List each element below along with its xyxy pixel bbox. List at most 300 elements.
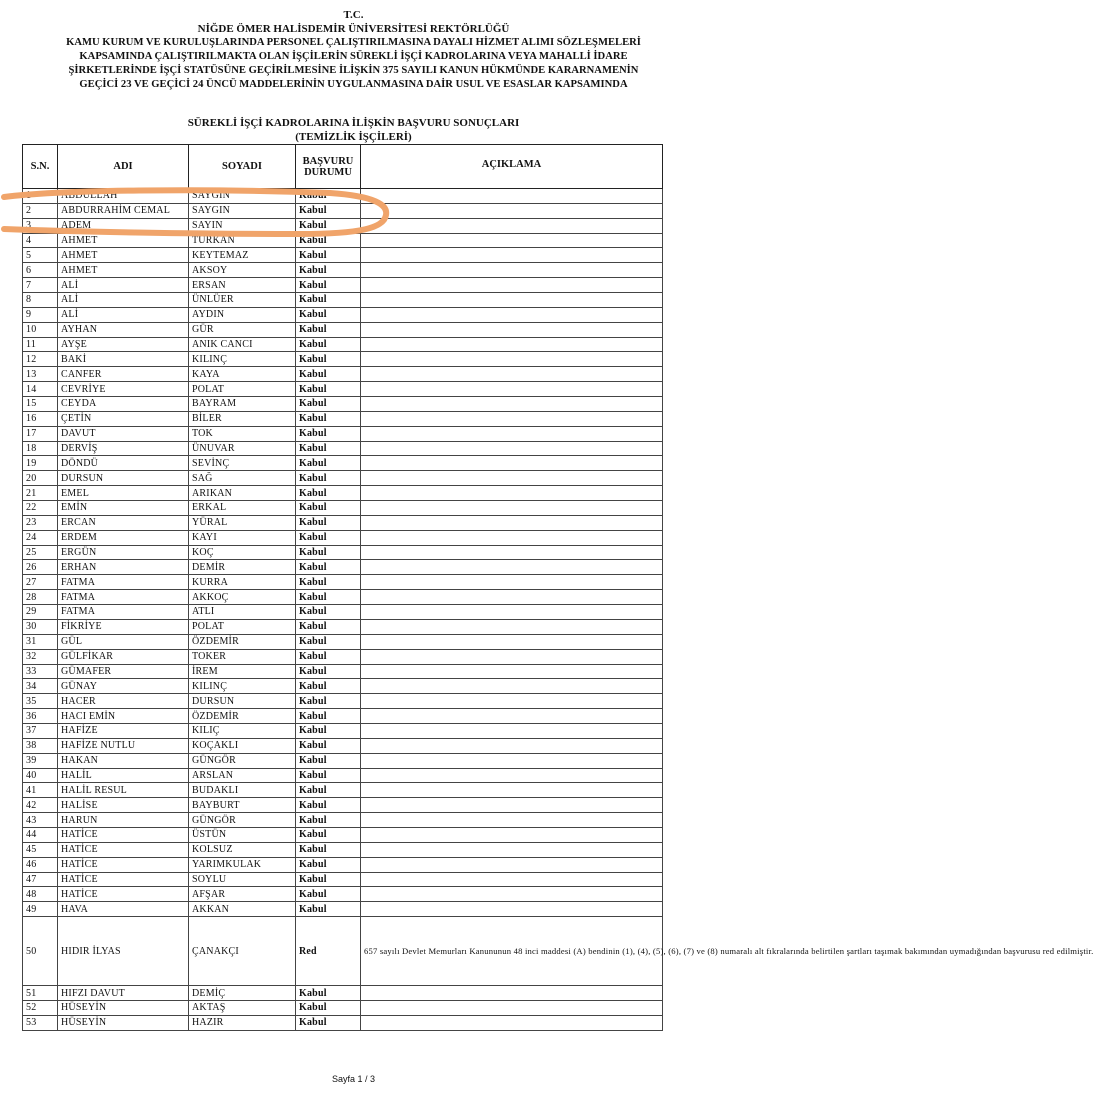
cell-sn: 34 (23, 679, 58, 694)
cell-durum: Kabul (296, 887, 361, 902)
cell-adi: CANFER (58, 367, 189, 382)
cell-adi: FATMA (58, 605, 189, 620)
table-row (23, 798, 663, 813)
cell-adi: ERHAN (58, 560, 189, 575)
cell-aciklama (361, 441, 663, 456)
cell-sn: 14 (23, 382, 58, 397)
cell-soyadi: ÜNLÜER (189, 293, 296, 308)
table-row (23, 634, 663, 649)
cell-sn: 44 (23, 827, 58, 842)
cell-aciklama (361, 307, 663, 322)
cell-aciklama (361, 515, 663, 530)
cell-sn: 33 (23, 664, 58, 679)
cell-durum: Kabul (296, 307, 361, 322)
cell-sn: 6 (23, 263, 58, 278)
table-row (23, 1000, 663, 1015)
cell-durum: Kabul (296, 382, 361, 397)
cell-durum: Kabul (296, 560, 361, 575)
cell-adi: FİKRİYE (58, 619, 189, 634)
cell-adi: HATİCE (58, 857, 189, 872)
cell-durum: Kabul (296, 248, 361, 263)
cell-adi: GÜLFİKAR (58, 649, 189, 664)
cell-durum: Red (296, 917, 361, 986)
cell-soyadi: GÜNGÖR (189, 753, 296, 768)
table-row (23, 248, 663, 263)
table-header-row (23, 145, 663, 189)
cell-aciklama (361, 411, 663, 426)
cell-aciklama (361, 783, 663, 798)
cell-adi: ALİ (58, 278, 189, 293)
cell-aciklama (361, 189, 663, 204)
cell-soyadi: SOYLU (189, 872, 296, 887)
cell-soyadi: ERKAL (189, 501, 296, 516)
cell-durum: Kabul (296, 337, 361, 352)
table-row (23, 233, 663, 248)
cell-durum: Kabul (296, 902, 361, 917)
cell-soyadi: ÜNUVAR (189, 441, 296, 456)
table-row (23, 456, 663, 471)
cell-sn: 39 (23, 753, 58, 768)
table-row (23, 293, 663, 308)
cell-sn: 31 (23, 634, 58, 649)
cell-soyadi: BİLER (189, 411, 296, 426)
cell-adi: ÇETİN (58, 411, 189, 426)
table-row (23, 203, 663, 218)
cell-aciklama (361, 723, 663, 738)
cell-adi: ALİ (58, 307, 189, 322)
cell-aciklama (361, 322, 663, 337)
cell-adi: BAKİ (58, 352, 189, 367)
cell-aciklama (361, 842, 663, 857)
cell-adi: HALİSE (58, 798, 189, 813)
cell-adi: ALİ (58, 293, 189, 308)
header-line-4: GEÇİCİ 23 VE GEÇİCİ 24 ÜNCÜ MADDELERİNİN UYGULANMASINA DAİR USUL VE ESASLAR KAPSAMINDA (79, 79, 628, 90)
cell-adi: GÜL (58, 634, 189, 649)
cell-sn: 51 (23, 986, 58, 1001)
cell-adi: HACI EMİN (58, 709, 189, 724)
cell-sn: 29 (23, 605, 58, 620)
cell-adi: CEVRİYE (58, 382, 189, 397)
table-row (23, 694, 663, 709)
cell-soyadi: ERSAN (189, 278, 296, 293)
table-row (23, 307, 663, 322)
cell-sn: 18 (23, 441, 58, 456)
cell-sn: 50 (23, 917, 58, 986)
cell-soyadi: KEYTEMAZ (189, 248, 296, 263)
cell-soyadi: AKKOÇ (189, 590, 296, 605)
table-row (23, 619, 663, 634)
header-adi: ADI (58, 145, 189, 189)
header-soyadi: SOYADI (189, 145, 296, 189)
header-aciklama: AÇIKLAMA (361, 145, 663, 189)
cell-adi: EMEL (58, 486, 189, 501)
cell-sn: 30 (23, 619, 58, 634)
table-row (23, 411, 663, 426)
cell-durum: Kabul (296, 649, 361, 664)
cell-durum: Kabul (296, 486, 361, 501)
cell-aciklama (361, 619, 663, 634)
table-row (23, 337, 663, 352)
cell-soyadi: HAZIR (189, 1015, 296, 1030)
table-row (23, 872, 663, 887)
table-row (23, 263, 663, 278)
cell-aciklama (361, 902, 663, 917)
cell-aciklama (361, 986, 663, 1001)
cell-soyadi: AKSOY (189, 263, 296, 278)
cell-aciklama (361, 857, 663, 872)
cell-adi: HATİCE (58, 872, 189, 887)
cell-soyadi: KURRA (189, 575, 296, 590)
cell-durum: Kabul (296, 986, 361, 1001)
cell-durum: Kabul (296, 233, 361, 248)
cell-durum: Kabul (296, 679, 361, 694)
table-row (23, 1015, 663, 1030)
cell-durum: Kabul (296, 723, 361, 738)
cell-sn: 17 (23, 426, 58, 441)
cell-soyadi: TOKER (189, 649, 296, 664)
cell-aciklama (361, 456, 663, 471)
cell-durum: Kabul (296, 441, 361, 456)
cell-soyadi: KILINÇ (189, 352, 296, 367)
cell-aciklama (361, 649, 663, 664)
table-row (23, 649, 663, 664)
cell-aciklama (361, 738, 663, 753)
cell-adi: CEYDA (58, 397, 189, 412)
table-row (23, 471, 663, 486)
table-row (23, 709, 663, 724)
cell-durum: Kabul (296, 218, 361, 233)
cell-sn: 11 (23, 337, 58, 352)
table-row (23, 783, 663, 798)
cell-aciklama (361, 233, 663, 248)
cell-soyadi: GÜNGÖR (189, 813, 296, 828)
cell-durum: Kabul (296, 293, 361, 308)
cell-sn: 9 (23, 307, 58, 322)
cell-soyadi: ÖZDEMİR (189, 634, 296, 649)
table-row (23, 382, 663, 397)
cell-sn: 4 (23, 233, 58, 248)
cell-sn: 20 (23, 471, 58, 486)
cell-durum: Kabul (296, 783, 361, 798)
cell-sn: 53 (23, 1015, 58, 1030)
cell-durum: Kabul (296, 753, 361, 768)
table-row (23, 441, 663, 456)
cell-aciklama (361, 813, 663, 828)
table-row (23, 902, 663, 917)
cell-sn: 12 (23, 352, 58, 367)
cell-aciklama: 657 sayılı Devlet Memurları Kanununun 48 inci maddesi (A) bendinin (1), (4), (5), (6), (7) ve (8) numaralı alt fıkralarında belirtilen şartları taşımak bakımından uymadığından başvurusu red edilmiştir. (361, 917, 663, 986)
cell-sn: 43 (23, 813, 58, 828)
cell-sn: 48 (23, 887, 58, 902)
cell-sn: 24 (23, 530, 58, 545)
table-row (23, 605, 663, 620)
cell-sn: 37 (23, 723, 58, 738)
cell-soyadi: KOÇ (189, 545, 296, 560)
cell-sn: 26 (23, 560, 58, 575)
table-row (23, 986, 663, 1001)
cell-aciklama (361, 590, 663, 605)
cell-aciklama (361, 278, 663, 293)
cell-aciklama (361, 575, 663, 590)
cell-durum: Kabul (296, 203, 361, 218)
cell-sn: 47 (23, 872, 58, 887)
cell-aciklama (361, 605, 663, 620)
header-org: T.C. (343, 9, 364, 21)
cell-aciklama (361, 1000, 663, 1015)
table-row (23, 426, 663, 441)
cell-durum: Kabul (296, 471, 361, 486)
cell-aciklama (361, 1015, 663, 1030)
cell-aciklama (361, 798, 663, 813)
table-row (23, 664, 663, 679)
cell-durum: Kabul (296, 545, 361, 560)
results-table (22, 144, 1093, 1031)
table-row (23, 486, 663, 501)
cell-adi: HAVA (58, 902, 189, 917)
cell-aciklama (361, 337, 663, 352)
cell-sn: 15 (23, 397, 58, 412)
cell-aciklama (361, 694, 663, 709)
cell-sn: 1 (23, 189, 58, 204)
cell-durum: Kabul (296, 798, 361, 813)
cell-durum: Kabul (296, 575, 361, 590)
table-row (23, 590, 663, 605)
cell-aciklama (361, 248, 663, 263)
table-row (23, 560, 663, 575)
cell-adi: AHMET (58, 248, 189, 263)
cell-soyadi: POLAT (189, 382, 296, 397)
cell-soyadi: ATLI (189, 605, 296, 620)
header-line-1: KAMU KURUM VE KURULUŞLARINDA PERSONEL ÇALIŞTIRILMASINA DAYALI HİZMET ALIMI SÖZLEŞMELERİ (66, 37, 641, 48)
cell-aciklama (361, 382, 663, 397)
cell-soyadi: AYDIN (189, 307, 296, 322)
cell-sn: 16 (23, 411, 58, 426)
cell-sn: 23 (23, 515, 58, 530)
cell-soyadi: KAYA (189, 367, 296, 382)
cell-sn: 3 (23, 218, 58, 233)
cell-aciklama (361, 560, 663, 575)
table-row (23, 768, 663, 783)
table-row (23, 842, 663, 857)
cell-durum: Kabul (296, 619, 361, 634)
cell-sn: 25 (23, 545, 58, 560)
cell-soyadi: DEMİR (189, 560, 296, 575)
cell-adi: DURSUN (58, 471, 189, 486)
cell-soyadi: KOÇAKLI (189, 738, 296, 753)
cell-aciklama (361, 709, 663, 724)
cell-durum: Kabul (296, 515, 361, 530)
cell-sn: 36 (23, 709, 58, 724)
table-row (23, 352, 663, 367)
cell-adi: GÜMAFER (58, 664, 189, 679)
cell-sn: 42 (23, 798, 58, 813)
cell-soyadi: ARSLAN (189, 768, 296, 783)
cell-soyadi: GÜR (189, 322, 296, 337)
cell-durum: Kabul (296, 352, 361, 367)
cell-soyadi: KOLSUZ (189, 842, 296, 857)
cell-soyadi: KAYI (189, 530, 296, 545)
cell-durum: Kabul (296, 501, 361, 516)
cell-durum: Kabul (296, 634, 361, 649)
cell-durum: Kabul (296, 857, 361, 872)
cell-adi: ERCAN (58, 515, 189, 530)
cell-aciklama (361, 367, 663, 382)
table-row (23, 278, 663, 293)
header-durum: BAŞVURU DURUMU (296, 145, 361, 189)
cell-soyadi: YÜRAL (189, 515, 296, 530)
cell-adi: HATİCE (58, 827, 189, 842)
cell-adi: HAFİZE NUTLU (58, 738, 189, 753)
cell-soyadi: TÜRKAN (189, 233, 296, 248)
cell-adi: HAFİZE (58, 723, 189, 738)
cell-aciklama (361, 827, 663, 842)
cell-adi: GÜNAY (58, 679, 189, 694)
cell-durum: Kabul (296, 590, 361, 605)
cell-durum: Kabul (296, 738, 361, 753)
cell-aciklama (361, 471, 663, 486)
cell-soyadi: POLAT (189, 619, 296, 634)
table-row (23, 738, 663, 753)
cell-aciklama (361, 293, 663, 308)
cell-aciklama (361, 530, 663, 545)
cell-aciklama (361, 545, 663, 560)
cell-sn: 10 (23, 322, 58, 337)
cell-adi: DAVUT (58, 426, 189, 441)
cell-aciklama (361, 263, 663, 278)
cell-soyadi: ÇANAKÇI (189, 917, 296, 986)
table-row (23, 575, 663, 590)
cell-aciklama (361, 679, 663, 694)
cell-aciklama (361, 426, 663, 441)
table-row (23, 813, 663, 828)
cell-aciklama (361, 203, 663, 218)
cell-soyadi: SAYGIN (189, 203, 296, 218)
cell-sn: 2 (23, 203, 58, 218)
cell-sn: 35 (23, 694, 58, 709)
cell-adi: AHMET (58, 263, 189, 278)
cell-sn: 45 (23, 842, 58, 857)
table-row (23, 397, 663, 412)
cell-soyadi: ÜSTÜN (189, 827, 296, 842)
cell-sn: 41 (23, 783, 58, 798)
cell-durum: Kabul (296, 872, 361, 887)
cell-sn: 7 (23, 278, 58, 293)
cell-durum: Kabul (296, 709, 361, 724)
cell-soyadi: AKTAŞ (189, 1000, 296, 1015)
cell-soyadi: SAYIN (189, 218, 296, 233)
table-row (23, 679, 663, 694)
cell-sn: 49 (23, 902, 58, 917)
cell-durum: Kabul (296, 263, 361, 278)
cell-soyadi: BUDAKLI (189, 783, 296, 798)
cell-adi: HIDIR İLYAS (58, 917, 189, 986)
cell-adi: HATİCE (58, 842, 189, 857)
cell-soyadi: SAĞ (189, 471, 296, 486)
cell-adi: ABDURRAHİM CEMAL (58, 203, 189, 218)
cell-aciklama (361, 872, 663, 887)
cell-sn: 21 (23, 486, 58, 501)
cell-aciklama (361, 352, 663, 367)
cell-durum: Kabul (296, 322, 361, 337)
cell-adi: AYŞE (58, 337, 189, 352)
header-line-3: ŞİRKETLERİNDE İŞÇİ STATÜSÜNE GEÇİRİLMESİNE İLİŞKİN 375 SAYILI KANUN HÜKMÜNDE KARARNAMENİN (68, 65, 639, 76)
cell-aciklama (361, 501, 663, 516)
cell-soyadi: SAYGIN (189, 189, 296, 204)
cell-sn: 40 (23, 768, 58, 783)
table-row (23, 218, 663, 233)
header-sn: S.N. (23, 145, 58, 189)
cell-durum: Kabul (296, 768, 361, 783)
cell-adi: AHMET (58, 233, 189, 248)
table-row (23, 367, 663, 382)
table-body (23, 189, 1093, 1031)
table-row (23, 189, 663, 204)
cell-adi: ERGÜN (58, 545, 189, 560)
cell-adi: HALİL (58, 768, 189, 783)
cell-sn: 28 (23, 590, 58, 605)
table-row (23, 545, 663, 560)
cell-durum: Kabul (296, 605, 361, 620)
cell-durum: Kabul (296, 694, 361, 709)
cell-sn: 27 (23, 575, 58, 590)
cell-soyadi: DEMİÇ (189, 986, 296, 1001)
cell-aciklama (361, 768, 663, 783)
cell-adi: DÖNDÜ (58, 456, 189, 471)
table-row (23, 753, 663, 768)
table-row (23, 515, 663, 530)
cell-adi: HACER (58, 694, 189, 709)
table-row (23, 530, 663, 545)
cell-adi: ABDULLAH (58, 189, 189, 204)
cell-soyadi: BAYRAM (189, 397, 296, 412)
cell-soyadi: YARIMKULAK (189, 857, 296, 872)
cell-adi: AYHAN (58, 322, 189, 337)
cell-durum: Kabul (296, 426, 361, 441)
header-line-2: KAPSAMINDA ÇALIŞTIRILMAKTA OLAN İŞÇİLERİN SÜREKLİ İŞÇİ KADROLARINA VEYA MAHALLİ İDARE (79, 51, 628, 62)
cell-durum: Kabul (296, 397, 361, 412)
cell-sn: 22 (23, 501, 58, 516)
cell-durum: Kabul (296, 411, 361, 426)
table-row (23, 917, 663, 986)
cell-soyadi: DURSUN (189, 694, 296, 709)
cell-sn: 32 (23, 649, 58, 664)
cell-sn: 52 (23, 1000, 58, 1015)
cell-soyadi: AFŞAR (189, 887, 296, 902)
cell-adi: HÜSEYİN (58, 1000, 189, 1015)
cell-aciklama (361, 218, 663, 233)
cell-soyadi: AKKAN (189, 902, 296, 917)
cell-adi: FATMA (58, 575, 189, 590)
cell-durum: Kabul (296, 278, 361, 293)
cell-adi: ADEM (58, 218, 189, 233)
cell-sn: 5 (23, 248, 58, 263)
cell-adi: HAKAN (58, 753, 189, 768)
cell-soyadi: SEVİNÇ (189, 456, 296, 471)
cell-soyadi: ÖZDEMİR (189, 709, 296, 724)
table-row (23, 827, 663, 842)
cell-aciklama (361, 753, 663, 768)
cell-adi: HATİCE (58, 887, 189, 902)
cell-sn: 46 (23, 857, 58, 872)
cell-soyadi: KILIÇ (189, 723, 296, 738)
cell-adi: HARUN (58, 813, 189, 828)
cell-sn: 38 (23, 738, 58, 753)
table-row (23, 887, 663, 902)
table-row (23, 723, 663, 738)
page-number: Sayfa 1 / 3 (331, 1074, 376, 1084)
cell-adi: HIFZI DAVUT (58, 986, 189, 1001)
cell-durum: Kabul (296, 456, 361, 471)
